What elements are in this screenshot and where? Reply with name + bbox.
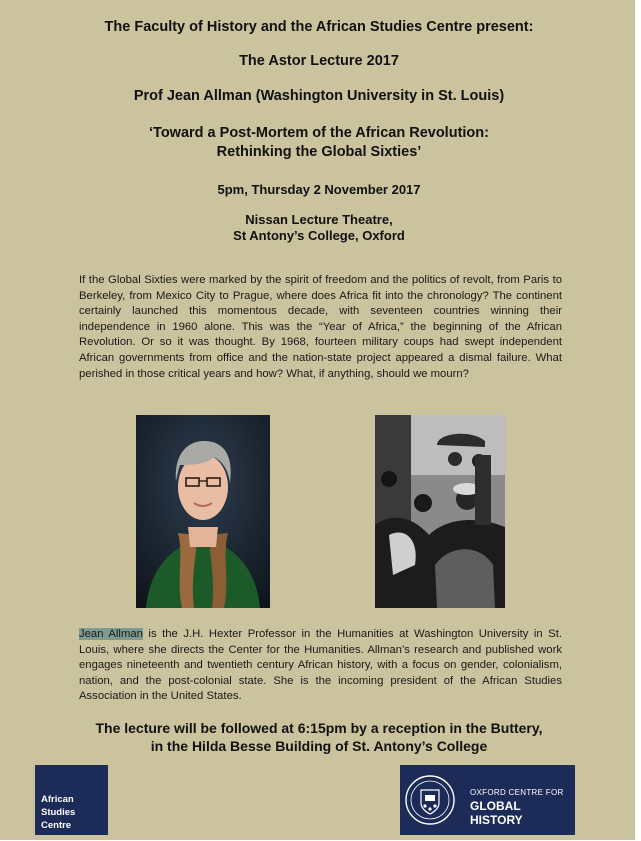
date-time: 5pm, Thursday 2 November 2017 [217,182,421,197]
abstract-paragraph: If the Global Sixties were marked by the spirit of freedom and the politics of revolt, from Paris to Berkeley, from Mexico City to Prague, where does Africa fit into the chronology? The continent certainly launched this momentous decade, with seventeen countries winning their independence in 1960 alone. This was the “Year of Africa,” the beginning of the African Revolution. Or so it was thought. By 1968, fourteen military coups had swept independent African governments from office and the nation-state project appeared a dismal failure. What perished in those critical years and how? What, if anything, should we mourn? [79,274,562,380]
historical-photo [375,415,505,608]
reception-line2: in the Hilda Besse Building of St. Antony’s College [150,738,488,754]
asc-logo-line1: African [41,794,74,805]
venue-line1: Nissan Lecture Theatre, [245,212,393,227]
speaker-name-highlight: Jean Allman [79,628,143,640]
asc-logo-line2: Studies [41,807,76,818]
ox-logo-big-text: GLOBAL HISTORY [470,799,523,827]
lecture-title-line1: ‘Toward a Post-Mortem of the African Revolution: [149,125,489,141]
lecture-name: The Astor Lecture 2017 [239,53,399,69]
presenters-line: The Faculty of History and the African Studies Centre present: [104,19,534,35]
asc-logo-line3: Centre [41,820,72,831]
african-studies-centre-logo [35,765,108,835]
bio-text: is the J.H. Hexter Professor in the Humanities at Washington University in St. Louis, where she directs the Center for the Humanities. Allman’s research and published work engages nineteenth and twentieth century African history, with a focus on gender, colonialism, nation, and the post-colonial state. She is the incoming president of the African Studies Association in the United States. [79,628,562,703]
lecture-title-line2: Rethinking the Global Sixties’ [216,144,422,160]
speaker-portrait [136,415,270,608]
oxford-global-history-logo [400,765,575,835]
speaker-bio [79,627,562,705]
university-crest-icon [400,765,460,835]
ox-logo-small-text: OXFORD CENTRE FOR [470,788,564,797]
reception-line1: The lecture will be followed at 6:15pm by a reception in the Buttery, [95,720,543,736]
venue-line2: St Antony’s College, Oxford [233,228,405,243]
speaker-line: Prof Jean Allman (Washington University in St. Louis) [133,88,505,104]
